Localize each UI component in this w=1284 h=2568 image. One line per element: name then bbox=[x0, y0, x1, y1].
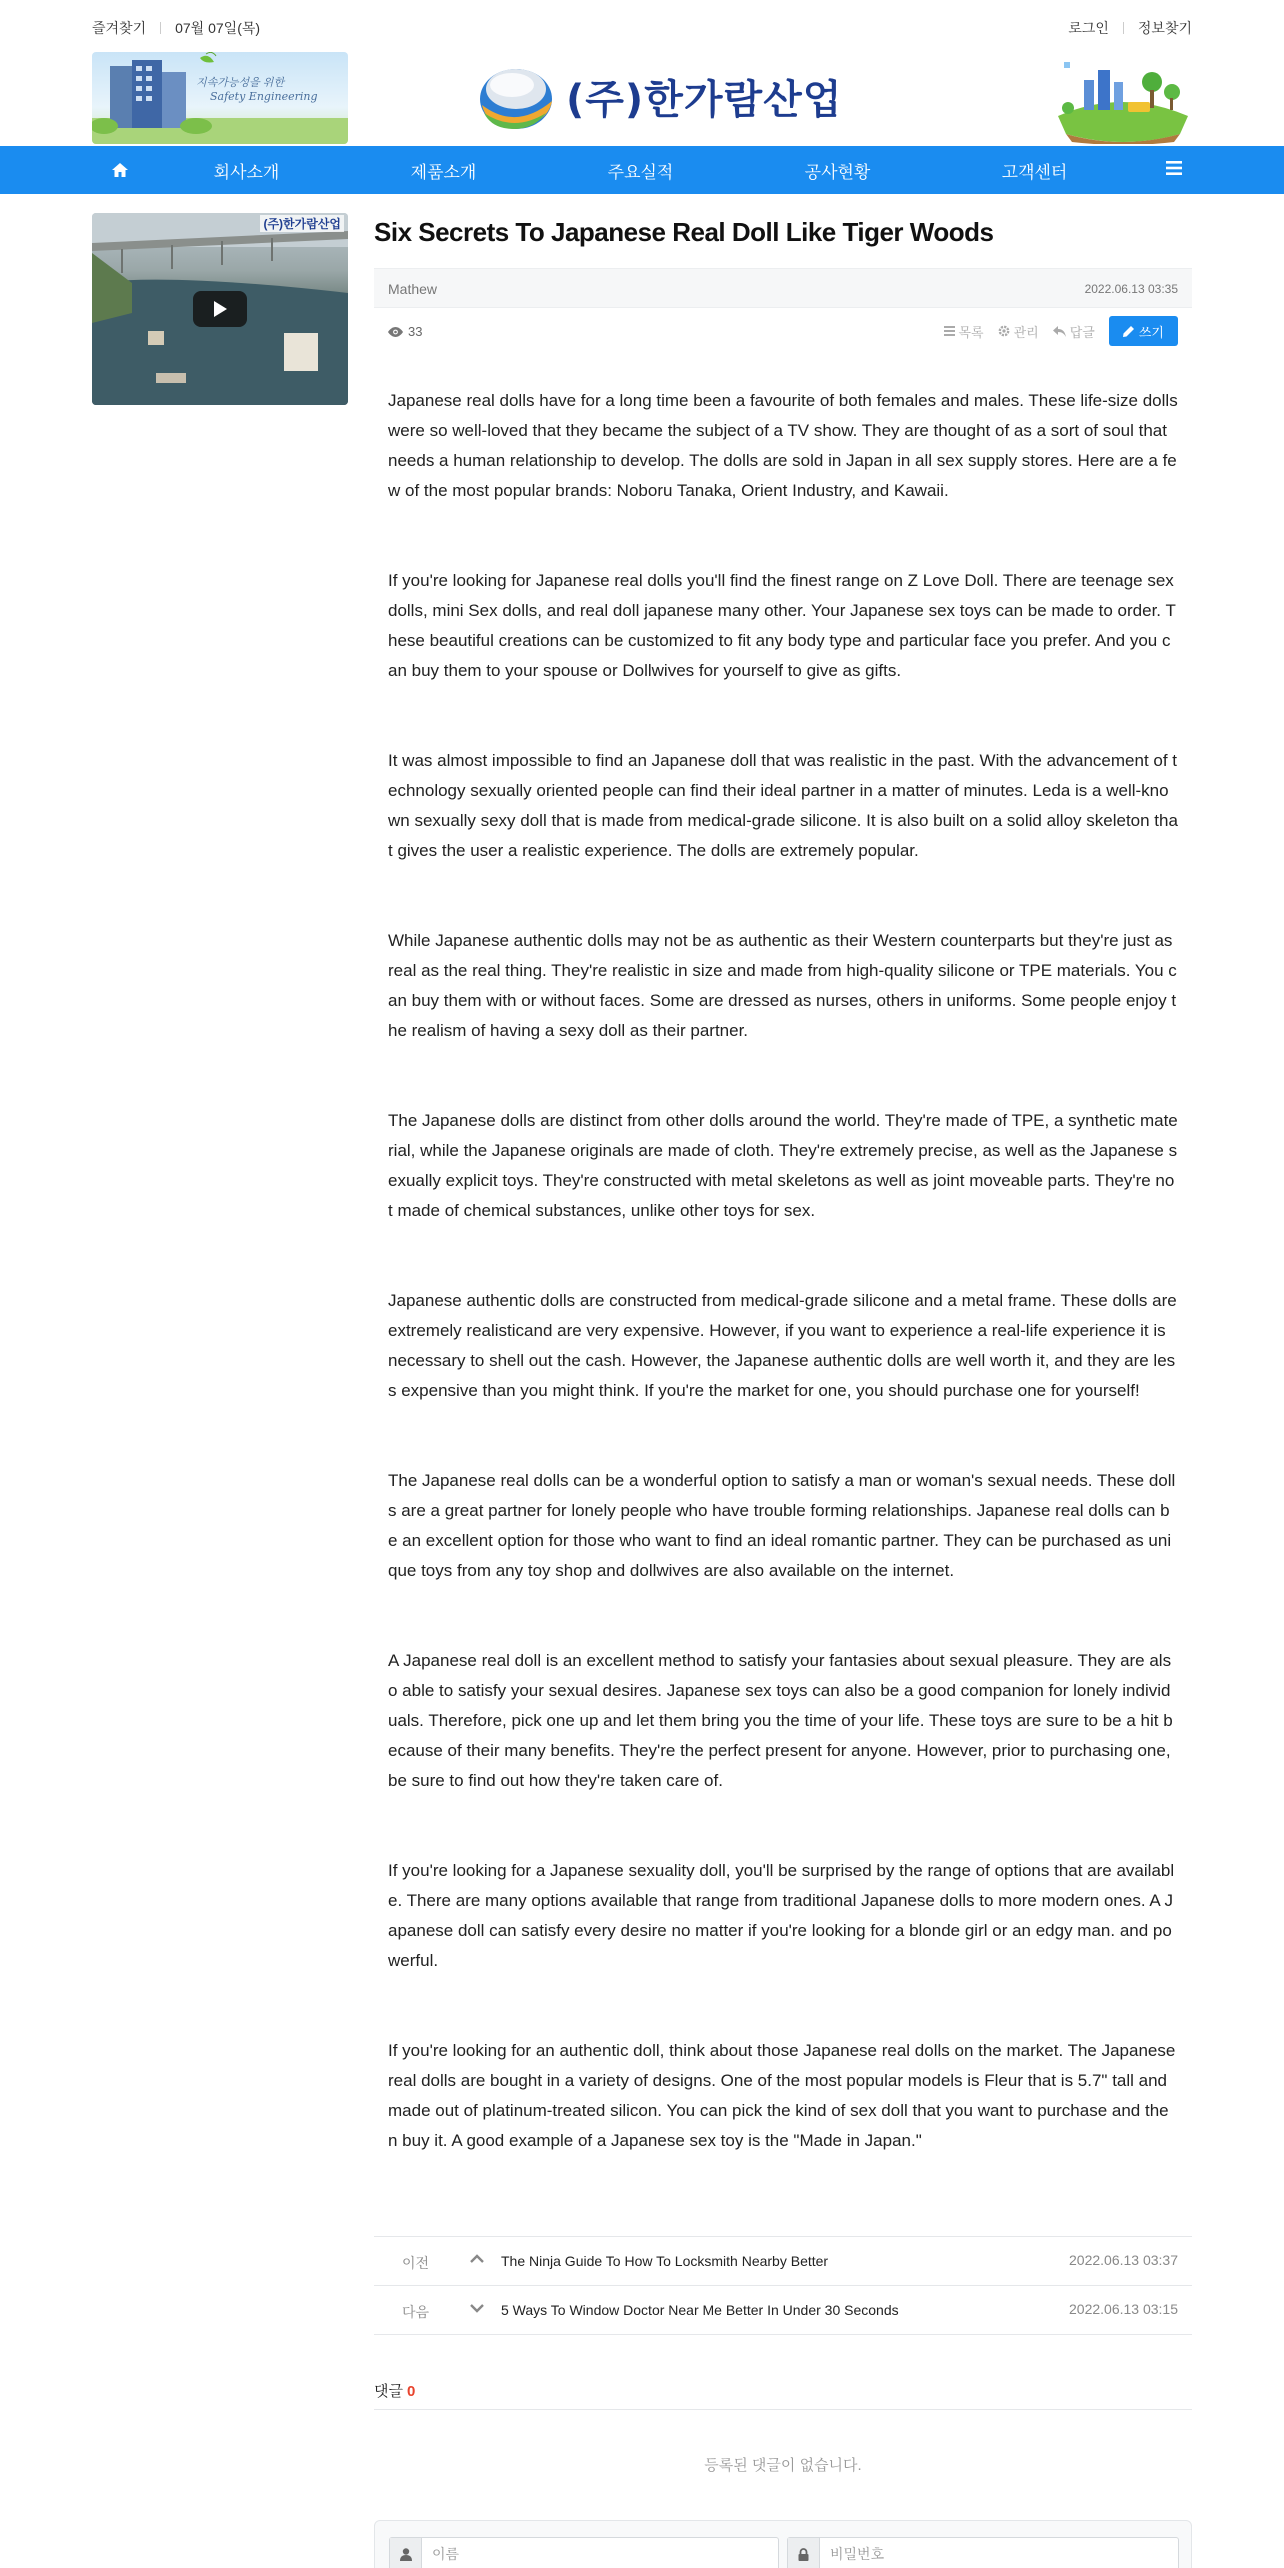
find-info-link[interactable]: 정보찾기 bbox=[1137, 20, 1192, 36]
chevron-down-icon bbox=[470, 2303, 484, 2313]
login-link[interactable]: 로그인 bbox=[1068, 20, 1109, 36]
post-article bbox=[374, 210, 1192, 2156]
post-date: 2022.06.13 03:35 bbox=[1084, 282, 1178, 296]
post-paragraph: The Japanese dolls are distinct from other dolls around the world. They're made of TPE, a synthetic material, while the Japanese originals are made of cloth. They're extremely precise, as well as the Japanese sexually explicit toys. They're constructed with metal skeletons as well as joint moveable parts. They're not made of chemical substances, unlike other toys for sex. bbox=[388, 1111, 1178, 1220]
banner-right-image bbox=[1054, 52, 1192, 144]
menu-icon[interactable] bbox=[1166, 160, 1182, 180]
nav-item-achievements[interactable]: 주요실적 bbox=[607, 162, 674, 183]
view-count bbox=[388, 324, 422, 339]
prev-date: 2022.06.13 03:37 bbox=[1069, 2252, 1178, 2268]
manage-label: 관리 bbox=[1013, 324, 1039, 340]
site-logo[interactable] bbox=[476, 58, 842, 134]
prev-next-nav bbox=[374, 2236, 1192, 2335]
manage-button[interactable] bbox=[998, 322, 1039, 341]
list-label: 목록 bbox=[958, 324, 984, 340]
write-button[interactable] bbox=[1109, 316, 1178, 346]
post-paragraph: If you're looking for a Japanese sexuality doll, you'll be surprised by the range of options that are available. There are many options available that range from traditional Japanese dolls to more modern ones. A Japanese doll can satisfy every desire no matter if you're looking for a blonde girl or an edgy man. and powerful. bbox=[388, 1861, 1175, 1970]
video-watermark: (주)한가람산업 bbox=[260, 215, 344, 232]
divider bbox=[1123, 22, 1124, 34]
nav-item-customer-center[interactable]: 고객센터 bbox=[1001, 162, 1068, 183]
gear-icon bbox=[998, 325, 1010, 337]
comments-count: 0 bbox=[406, 2383, 416, 2400]
pencil-icon bbox=[1123, 326, 1134, 337]
logo-emblem-icon bbox=[476, 61, 556, 131]
post-title: Six Secrets To Japanese Real Doll Like Tiger Woods bbox=[374, 217, 994, 247]
nav-item-products[interactable]: 제품소개 bbox=[410, 162, 477, 183]
reply-icon bbox=[1053, 326, 1066, 337]
write-label: 쓰기 bbox=[1138, 324, 1164, 340]
prev-label: 이전 bbox=[402, 2255, 430, 2271]
banner-left-line2: Safety Engineering bbox=[210, 90, 318, 103]
list-button[interactable] bbox=[944, 322, 984, 341]
name-input[interactable] bbox=[422, 2539, 722, 2568]
post-meta bbox=[374, 268, 1192, 308]
bookmark-link[interactable]: 즐겨찾기 bbox=[92, 20, 147, 36]
eye-icon bbox=[388, 327, 403, 337]
site-header bbox=[0, 50, 1284, 146]
comments-label: 댓글 bbox=[374, 2383, 403, 2400]
next-date: 2022.06.13 03:15 bbox=[1069, 2301, 1178, 2317]
home-icon[interactable] bbox=[92, 162, 148, 178]
banner-left-line1: 지속가능성을 위한 bbox=[196, 77, 285, 89]
post-paragraph: If you're looking for an authentic doll, think about those Japanese real dolls on the market. The Japanese real dolls are bought in a variety of designs. One of the most popular models is Fleur that is 5.7" tall and made out of platinum-treated silicon. You can pick the kind of sex doll that you want to purchase and then buy it. A good example of a Japanese sex toy is the "Made in Japan." bbox=[388, 2041, 1176, 2150]
password-input[interactable] bbox=[820, 2539, 1120, 2568]
next-label: 다음 bbox=[402, 2304, 430, 2320]
post-author[interactable]: Mathew bbox=[388, 281, 438, 297]
sidebar-video[interactable] bbox=[92, 213, 348, 405]
chevron-up-icon bbox=[470, 2254, 484, 2264]
nav-item-company[interactable]: 회사소개 bbox=[213, 162, 280, 183]
name-field bbox=[389, 2537, 779, 2568]
post-body bbox=[374, 356, 1192, 2156]
next-post-link[interactable] bbox=[374, 2286, 1192, 2335]
post-paragraph: Japanese authentic dolls are constructed from medical-grade silicone and a metal frame. These dolls are extremely realisticand are very expensive. However, if you want to experience a real-life experience it is necessary to shell out the cash. However, the Japanese authentic dolls are well worth it, and they are less expensive than you might think. If you're the market for one, you should purchase one for yourself! bbox=[388, 1291, 1177, 1400]
view-count-value: 33 bbox=[408, 324, 423, 339]
divider bbox=[160, 22, 161, 34]
prev-title: The Ninja Guide To How To Locksmith Nearby Better bbox=[501, 2253, 829, 2269]
banner-left-image bbox=[92, 52, 348, 144]
nav-item-construction[interactable]: 공사현황 bbox=[804, 162, 871, 183]
comment-form bbox=[374, 2520, 1192, 2568]
lock-icon bbox=[788, 2538, 820, 2568]
top-utility-bar bbox=[92, 14, 1192, 40]
play-button[interactable] bbox=[193, 291, 247, 327]
post-tools bbox=[374, 308, 1192, 356]
comments-header bbox=[374, 2380, 1192, 2410]
next-title: 5 Ways To Window Doctor Near Me Better In Under 30 Seconds bbox=[501, 2302, 899, 2318]
today-date: 07월 07일(목) bbox=[175, 20, 261, 36]
reply-button[interactable] bbox=[1053, 322, 1095, 341]
list-icon bbox=[944, 326, 955, 336]
post-paragraph: It was almost impossible to find an Japanese doll that was realistic in the past. With the advancement of technology sexually oriented people can find their ideal partner in a matter of minutes. Leda is a well-known sexually sexy doll that is made from medical-grade silicone. It is also built on a solid alloy skeleton that gives the user a realistic experience. The dolls are extremely popular. bbox=[388, 751, 1178, 860]
post-paragraph: If you're looking for Japanese real dolls you'll find the finest range on Z Love Doll. There are teenage sex dolls, mini Sex dolls, and real doll japanese many other. Your Japanese sex toys can be made to order. These beautiful creations can be customized to fit any body type and particular face you prefer. And you can buy them to your spouse or Dollwives for yourself to give as gifts. bbox=[388, 571, 1176, 680]
prev-post-link[interactable] bbox=[374, 2237, 1192, 2286]
main-nav bbox=[0, 146, 1284, 194]
reply-label: 답글 bbox=[1069, 324, 1095, 340]
logo-text: (주)한가람산업 bbox=[566, 76, 843, 123]
comments-empty-message: 등록된 댓글이 없습니다. bbox=[704, 2457, 862, 2474]
password-field bbox=[787, 2537, 1179, 2568]
post-paragraph: A Japanese real doll is an excellent method to satisfy your fantasies about sexual pleasure. They are also able to satisfy your sexual desires. Japanese sex toys can also be a good companion for lonely individuals. Therefore, pick one up and let them bring you the time of your life. These toys are sure to be a hit because of their many benefits. They're the perfect present for anyone. However, prior to purchasing one, be sure to find out how they're taken care of. bbox=[388, 1651, 1173, 1790]
play-icon bbox=[212, 300, 228, 318]
post-paragraph: The Japanese real dolls can be a wonderful option to satisfy a man or woman's sexual needs. These dolls are a great partner for lonely people who have trouble forming relationships. Japanese real dolls can be an excellent option for those who want to find an ideal romantic partner. They can be purchased as unique toys from any toy shop and dollwives are also available on the internet. bbox=[388, 1471, 1176, 1580]
post-paragraph: While Japanese authentic dolls may not be as authentic as their Western counterparts but they're just as real as the real thing. They're realistic in size and made from high-quality silicone or TPE materials. You can buy them with or without faces. Some are dressed as nurses, others in uniforms. Some people enjoy the realism of having a sexy doll as their partner. bbox=[388, 931, 1177, 1040]
post-paragraph: Japanese real dolls have for a long time been a favourite of both females and males. These life-size dolls were so well-loved that they became the subject of a TV show. They are thought of as a sort of soul that needs a human relationship to develop. The dolls are sold in Japan in all sex supply stores. Here are a few of the most popular brands: Noboru Tanaka, Orient Industry, and Kawaii. bbox=[388, 391, 1178, 500]
user-icon bbox=[390, 2538, 422, 2568]
